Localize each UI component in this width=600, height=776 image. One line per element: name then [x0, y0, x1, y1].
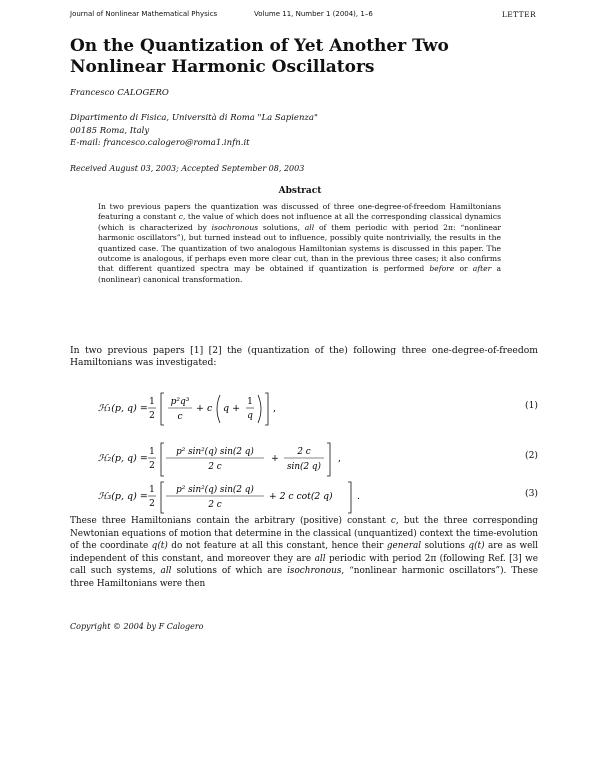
- equation-2-formula: [98, 440, 458, 480]
- eq3-frac-num: p² sin²(q) sin(2 q): [176, 485, 254, 495]
- eq1-one: 1: [247, 397, 253, 407]
- eq2-frac2-num: 2 c: [297, 447, 311, 457]
- eq1-frac-num: p²q³: [170, 397, 190, 407]
- eq2-end: ,: [338, 453, 342, 464]
- equation-3-number: (3): [524, 488, 538, 499]
- equation-1-number: (1): [524, 400, 538, 411]
- equation-3-formula: [98, 480, 458, 516]
- body-emph-isochronous: isochronous: [287, 566, 342, 577]
- eq3-lhs: ℋ₃(p, q) =: [98, 491, 148, 502]
- running-header: [70, 10, 536, 24]
- eq1-q-plus: q +: [223, 403, 241, 414]
- body-text: are as well independent of this constant, and moreover they are: [70, 541, 538, 564]
- equation-1: [98, 390, 538, 430]
- affiliation: [70, 112, 318, 150]
- eq1-left-paren: [217, 395, 220, 423]
- body-text: solutions of which are: [171, 566, 288, 577]
- eq3-frac-den: 2 c: [208, 500, 222, 510]
- affiliation-city: 00185 Roma, Italy: [70, 125, 150, 136]
- abstract-emph-after: after: [472, 264, 492, 274]
- equation-1-formula: [98, 390, 458, 430]
- abstract-emph-before: before: [429, 264, 455, 274]
- eq1-right-bracket: [265, 393, 268, 425]
- author-name: Francesco CALOGERO: [70, 88, 169, 98]
- equation-3: [98, 480, 538, 516]
- eq2-frac2-den: sin(2 q): [287, 462, 321, 472]
- body-text: solutions: [421, 541, 469, 552]
- body-emph-all: all: [314, 553, 326, 564]
- eq1-half-den: 2: [149, 411, 155, 421]
- eq1-frac-den: c: [177, 412, 183, 422]
- eq1-right-paren: [258, 395, 261, 423]
- equation-2: [98, 440, 538, 480]
- eq1-end: ,: [273, 403, 277, 414]
- abstract-body: [98, 202, 501, 285]
- body-text: These three Hamiltonians contain the arbitrary (positive) constant: [70, 516, 391, 526]
- body-emph-all-2: all: [160, 566, 172, 577]
- eq1-lhs: ℋ₁(p, q) =: [98, 403, 148, 414]
- abstract-text: , the value of which does not influence at all the corresponding classical dynamics (which is characterized by: [98, 212, 501, 232]
- abstract-text: In two previous papers the quantization was discussed of three one-degree-of-freedom Hamiltonians featuring a constant: [98, 202, 501, 222]
- affiliation-email: E-mail: francesco.calogero@roma1.infn.it: [70, 138, 250, 148]
- abstract-emph-all: all: [304, 222, 315, 232]
- paper-title: [70, 36, 540, 78]
- body-text: periodic with period 2π (following Ref. [3] we call such systems,: [70, 553, 538, 577]
- eq2-frac-num: p² sin²(q) sin(2 q): [176, 447, 254, 457]
- eq2-lhs: ℋ₂(p, q) =: [98, 453, 148, 464]
- eq3-half-num: 1: [149, 485, 155, 495]
- intro-paragraph: In two previous papers [1] [2] the (quantization of the) following three one-degree-of-freedom Hamiltonians was investigated:: [70, 345, 538, 369]
- copyright-notice: Copyright © 2004 by F Calogero: [70, 622, 204, 631]
- eq3-tail: + 2 c cot(2 q): [269, 491, 333, 502]
- eq1-plus-c: + c: [196, 403, 213, 414]
- eq2-right-bracket: [327, 443, 330, 476]
- article-type: LETTER: [501, 10, 536, 19]
- eq2-half-num: 1: [149, 447, 155, 457]
- abstract-emph-isochronous: isochronous: [211, 222, 259, 232]
- equation-2-number: (2): [524, 450, 538, 461]
- eq1-half-num: 1: [149, 397, 155, 407]
- affiliation-department: Dipartimento di Fisica, Università di Roma "La Sapienza": [70, 113, 318, 123]
- abstract-var-c: c: [178, 212, 183, 222]
- body-paragraph: [70, 515, 538, 591]
- body-text: , but the three corresponding Newtonian equations of motion that determine in the classical (unquantized) context the time-evolution of the coordinate: [70, 516, 538, 552]
- eq3-end: .: [357, 491, 361, 502]
- eq3-half-den: 2: [149, 499, 155, 509]
- eq2-left-bracket: [161, 443, 164, 476]
- title-line-2: Nonlinear Harmonic Oscillators: [70, 57, 375, 77]
- received-dates: Received August 03, 2003; Accepted September 08, 2003: [70, 164, 305, 173]
- body-var-qt-2: q(t): [468, 541, 485, 552]
- eq1-left-bracket: [161, 393, 164, 425]
- title-line-1: On the Quantization of Yet Another Two: [70, 36, 449, 56]
- eq2-frac-den: 2 c: [208, 462, 222, 472]
- eq1-q-den: q: [247, 411, 253, 421]
- abstract-text: solutions,: [258, 222, 305, 232]
- body-text: , “nonlinear harmonic oscillators”). These three Hamiltonians were then: [70, 566, 539, 589]
- eq2-half-den: 2: [149, 461, 155, 471]
- abstract-text: a (nonlinear) canonical transformation.: [98, 264, 501, 284]
- eq3-left-bracket: [161, 482, 164, 513]
- body-var-c: c: [390, 516, 396, 526]
- volume-info: Volume 11, Number 1 (2004), 1–6: [254, 10, 373, 18]
- body-emph-general: general: [386, 541, 422, 552]
- abstract-text: of them periodic with period 2π: “nonlinear harmonic oscillators”), but turned instead out to influence, possibly quite nontrivially, the results in the quantized case. The quantization of two analogous Hamiltonian systems is discussed in this paper. The outcome is analogous, if perhaps even more clear cut, than in the previous three cases; it also confirms that different quantized spectra may be obtained if quantization is performed: [98, 222, 501, 274]
- eq2-plus: +: [271, 453, 279, 464]
- journal-name: Journal of Nonlinear Mathematical Physics: [70, 10, 218, 18]
- abstract-heading: Abstract: [278, 186, 322, 196]
- body-var-qt: q(t): [151, 541, 168, 552]
- eq3-right-bracket: [348, 482, 351, 513]
- abstract-text: or: [454, 264, 473, 274]
- body-text: do not feature at all this constant, hence their: [167, 541, 387, 552]
